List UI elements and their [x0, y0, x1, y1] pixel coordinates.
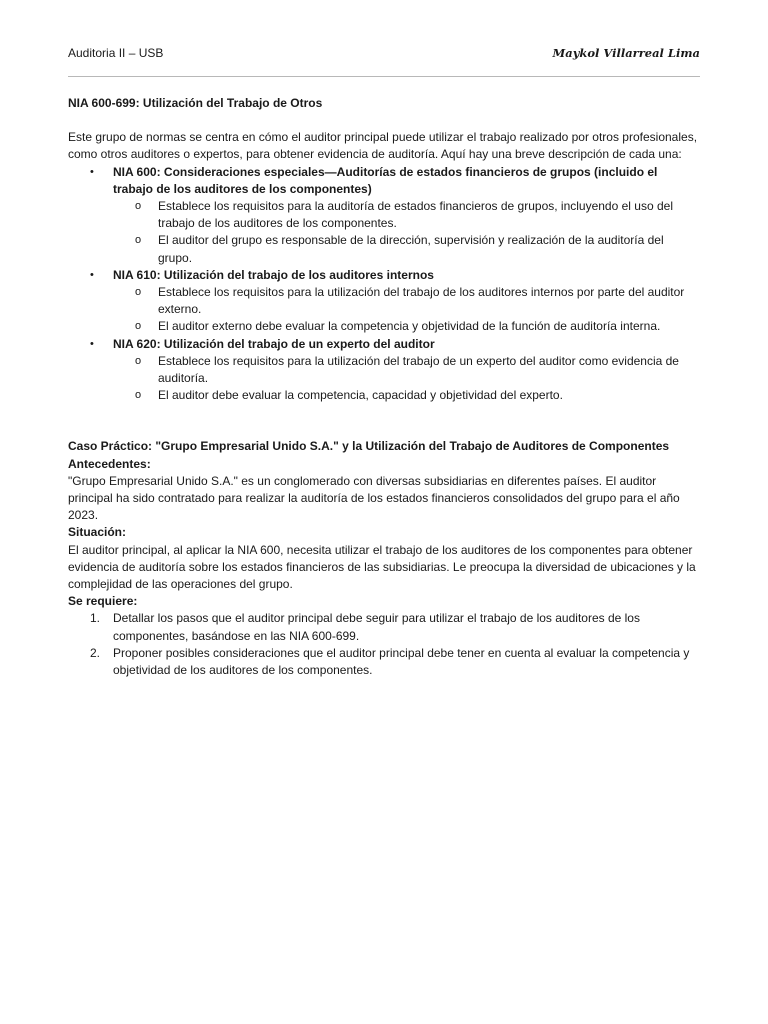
- requiere-label: Se requiere:: [68, 594, 138, 609]
- sub-bullet-icon: o: [135, 320, 142, 333]
- situacion-label: Situación:: [68, 525, 127, 540]
- norm-point: [135, 387, 700, 404]
- norm-points: [113, 353, 700, 405]
- norm-point: [135, 318, 700, 335]
- requirement-number: 2.: [90, 645, 101, 660]
- norm-points: [113, 284, 700, 336]
- sub-bullet-icon: o: [135, 389, 142, 402]
- requirement-item: [90, 645, 700, 679]
- antecedentes-text: "Grupo Empresarial Unido S.A." es un conglomerado con diversas subsidiarias en diferentes países. El auditor principal ha sido contratado para realizar la auditoría de los estados financieros consolidados del grupo para el año 2023.: [68, 473, 680, 523]
- bullet-icon: •: [90, 268, 94, 281]
- norm-point-text: Establece los requisitos para la utilización del trabajo de los auditores internos por parte del auditor externo.: [158, 285, 685, 317]
- bullet-icon: •: [90, 337, 94, 350]
- norm-point-text: El auditor externo debe evaluar la competencia y objetividad de la función de auditoría interna.: [158, 319, 661, 334]
- norm-points: [113, 198, 700, 267]
- case-title: Caso Práctico: "Grupo Empresarial Unido S.A." y la Utilización del Trabajo de Auditores de Componentes: [68, 439, 670, 454]
- norm-heading: NIA 600: Consideraciones especiales—Auditorías de estados financieros de grupos (incluido el trabajo de los auditores de los componentes): [113, 164, 658, 196]
- norm-point-text: Establece los requisitos para la auditoría de estados financieros de grupos, incluyendo el uso del trabajo de los auditores de los componentes.: [158, 199, 673, 231]
- norm-point-text: Establece los requisitos para la utilización del trabajo de un experto del auditor como evidencia de auditoría.: [158, 353, 679, 386]
- requirement-text: Proponer posibles consideraciones que el auditor principal debe tener en cuenta al evaluar la competencia y objetividad de los auditores de los componentes.: [113, 645, 690, 678]
- sub-bullet-icon: o: [135, 286, 142, 299]
- section-title: NIA 600-699: Utilización del Trabajo de Otros: [68, 96, 323, 110]
- norm-point: [135, 198, 700, 232]
- sub-bullet-icon: o: [135, 200, 142, 213]
- document-body: [68, 95, 700, 679]
- norm-heading: NIA 620: Utilización del trabajo de un experto del auditor: [113, 336, 435, 351]
- requirement-number: 1.: [90, 611, 101, 626]
- intro-paragraph: Este grupo de normas se centra en cómo el auditor principal puede utilizar el trabajo realizado por otros profesionales, como otros auditores o expertos, para obtener evidencia de auditoría. Aquí hay una breve descripción de cada una:: [68, 130, 698, 162]
- norm-point: [135, 284, 700, 318]
- sub-bullet-icon: o: [135, 234, 142, 247]
- requirements-list: [68, 610, 700, 679]
- sub-bullet-icon: o: [135, 354, 142, 367]
- norm-heading: NIA 610: Utilización del trabajo de los auditores internos: [113, 267, 434, 282]
- norm-point: [135, 232, 700, 266]
- norm-point: [135, 353, 700, 387]
- norm-item: [90, 164, 700, 267]
- norm-point-text: El auditor debe evaluar la competencia, capacidad y objetividad del experto.: [158, 388, 563, 403]
- antecedentes-label: Antecedentes:: [68, 456, 151, 471]
- header-course: Auditoria II – USB: [68, 46, 164, 60]
- situacion-text: El auditor principal, al aplicar la NIA 600, necesita utilizar el trabajo de los auditores de los componentes para obtener evidencia de auditoría sobre los estados financieros de las subsidiarias. Le preocupa la diversidad de ubicaciones y la complejidad de las operaciones del grupo.: [68, 542, 696, 592]
- norm-item: [90, 267, 700, 336]
- page-header: [68, 46, 700, 60]
- norms-list: [68, 164, 700, 405]
- norm-item: [90, 336, 700, 405]
- requirement-text: Detallar los pasos que el auditor principal debe seguir para utilizar el trabajo de los auditores de los componentes, basándose en las NIA 600-699.: [113, 611, 640, 643]
- norm-point-text: El auditor del grupo es responsable de la dirección, supervisión y realización de la auditoría del grupo.: [158, 233, 664, 265]
- header-divider: [68, 76, 700, 77]
- header-author: Maykol Villarreal Lima: [552, 46, 700, 60]
- bullet-icon: •: [90, 165, 94, 178]
- requirement-item: [90, 610, 700, 644]
